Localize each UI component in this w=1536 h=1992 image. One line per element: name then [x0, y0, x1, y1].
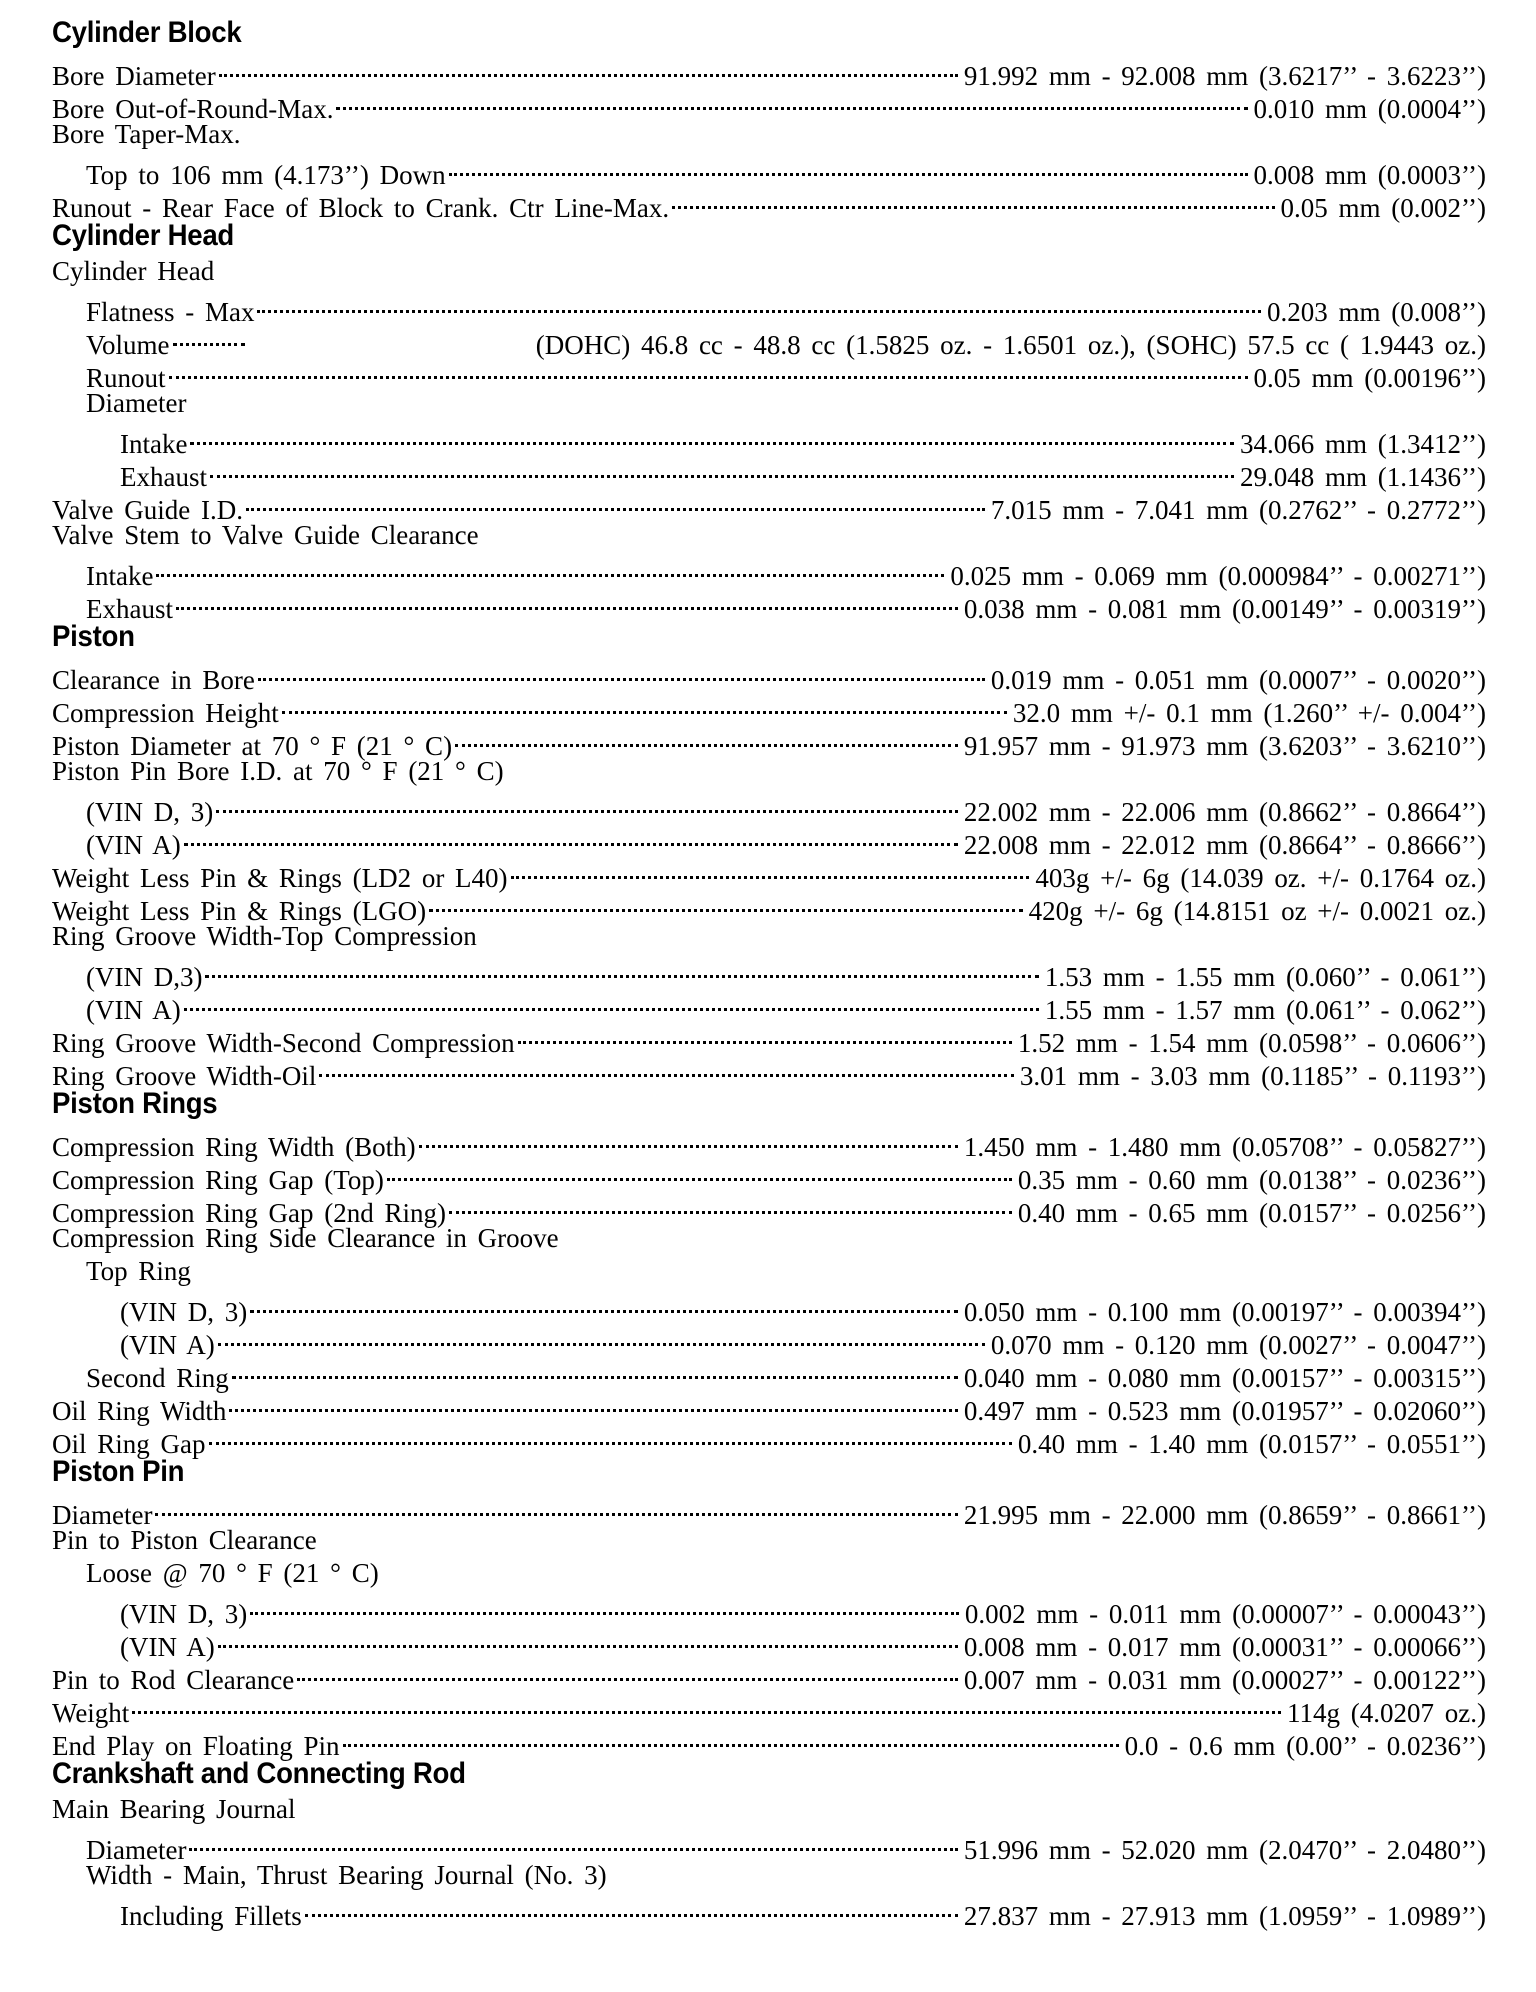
spec-row: [52, 656, 1486, 695]
spec-subheading: [52, 1793, 1486, 1826]
spec-value: 114g (4.0207 oz.): [1287, 1698, 1486, 1728]
spec-label: Ring Groove Width-Top Compression: [52, 921, 477, 951]
spec-label: Loose @ 70 ° F (21 ° C): [86, 1558, 379, 1588]
dot-leader: [210, 453, 1234, 486]
spec-row: [52, 1590, 1486, 1629]
spec-value: (DOHC) 46.8 cc - 48.8 cc (1.5825 oz. - 1.6501 oz.), (SOHC) 57.5 cc ( 1.9443 oz.): [535, 330, 1486, 360]
dot-leader: [343, 1722, 1119, 1755]
dot-leader: [455, 722, 958, 755]
spec-label: Exhaust: [120, 462, 207, 492]
spec-row: [52, 1288, 1486, 1327]
spec-label: (VIN A): [86, 830, 181, 860]
spec-label: (VIN A): [120, 1330, 215, 1360]
spec-label: Bore Taper-Max.: [52, 119, 241, 149]
spec-value: 403g +/- 6g (14.039 oz. +/- 0.1764 oz.): [1035, 863, 1486, 893]
dot-leader: [297, 1656, 958, 1689]
dot-leader: [132, 1689, 1281, 1722]
spec-value: 21.995 mm - 22.000 mm (0.8659’’ - 0.8661’’): [963, 1500, 1486, 1530]
spec-row: [52, 1892, 1486, 1931]
spec-label: Compression Ring Gap (Top): [52, 1165, 384, 1195]
spec-value: 91.957 mm - 91.973 mm (3.6203’’ - 3.6210’’): [963, 731, 1486, 761]
spec-row: [52, 1689, 1486, 1728]
spec-label: Intake: [86, 561, 154, 591]
spec-value: 0.40 mm - 0.65 mm (0.0157’’ - 0.0256’’): [1017, 1198, 1486, 1228]
spec-value: 0.203 mm (0.008’’): [1267, 297, 1486, 327]
spec-label: (VIN A): [86, 995, 181, 1025]
spec-row: [52, 1826, 1486, 1865]
dot-leader: [672, 184, 1274, 217]
spec-section: [52, 618, 1486, 1091]
dot-leader: [282, 689, 1007, 722]
dot-leader: [205, 953, 1038, 986]
spec-label: Oil Ring Gap: [52, 1429, 206, 1459]
spec-row: [52, 552, 1486, 591]
spec-label: Compression Ring Side Clearance in Groove: [52, 1223, 559, 1253]
spec-value: 0.05 mm (0.002’’): [1280, 193, 1486, 223]
spec-value: 3.01 mm - 3.03 mm (0.1185’’ - 0.1193’’): [1019, 1061, 1486, 1091]
dot-leader: [449, 151, 1248, 184]
dot-leader: [229, 1387, 957, 1420]
spec-value: 0.070 mm - 0.120 mm (0.0027’’ - 0.0047’’): [990, 1330, 1486, 1360]
spec-label: Diameter: [86, 1835, 187, 1865]
spec-value: 0.050 mm - 0.100 mm (0.00197’’ - 0.00394’’): [963, 1297, 1486, 1327]
dot-leader: [246, 486, 985, 519]
dot-leader: [184, 821, 958, 854]
dot-leader: [209, 1420, 1012, 1453]
spec-value: 0.35 mm - 0.60 mm (0.0138’’ - 0.0236’’): [1017, 1165, 1486, 1195]
section-heading: Cylinder Block: [52, 16, 242, 49]
spec-value: 1.53 mm - 1.55 mm (0.060’’ - 0.061’’): [1044, 962, 1486, 992]
spec-row: [52, 288, 1486, 327]
spec-label: Piston Pin Bore I.D. at 70 ° F (21 ° C): [52, 756, 504, 786]
spec-label: Flatness - Max: [86, 297, 255, 327]
spec-value: 0.0 - 0.6 mm (0.00’’ - 0.0236’’): [1124, 1731, 1486, 1761]
spec-value: 0.038 mm - 0.081 mm (0.00149’’ - 0.00319’’): [963, 594, 1486, 624]
spec-label: (VIN A): [120, 1632, 215, 1662]
spec-value: 1.52 mm - 1.54 mm (0.0598’’ - 0.0606’’): [1017, 1028, 1486, 1058]
dot-leader: [190, 420, 1234, 453]
spec-label: Compression Ring Width (Both): [52, 1132, 416, 1162]
spec-value: 1.450 mm - 1.480 mm (0.05708’’ - 0.05827’’): [963, 1132, 1486, 1162]
spec-label: Volume: [86, 330, 170, 360]
dot-leader: [156, 552, 944, 585]
spec-value: 0.40 mm - 1.40 mm (0.0157’’ - 0.0551’’): [1017, 1429, 1486, 1459]
spec-value: 91.992 mm - 92.008 mm (3.6217’’ - 3.6223’’): [963, 61, 1486, 91]
spec-value: 0.007 mm - 0.031 mm (0.00027’’ - 0.00122’’): [963, 1665, 1486, 1695]
spec-label: Weight Less Pin & Rings (LD2 or L40): [52, 863, 508, 893]
spec-value: 0.008 mm (0.0003’’): [1253, 160, 1486, 190]
spec-label: Including Fillets: [120, 1901, 302, 1931]
spec-value: 7.015 mm - 7.041 mm (0.2762’’ - 0.2772’’): [990, 495, 1486, 525]
dot-leader: [305, 1892, 958, 1925]
spec-label: Exhaust: [86, 594, 173, 624]
spec-label: Piston Diameter at 70 ° F (21 ° C): [52, 731, 453, 761]
spec-subheading: [52, 1255, 1486, 1288]
spec-label: Bore Out-of-Round-Max.: [52, 94, 334, 124]
spec-label: Top Ring: [86, 1256, 191, 1286]
spec-value: 34.066 mm (1.3412’’): [1240, 429, 1486, 459]
spec-section: [52, 1453, 1486, 1761]
spec-row: [52, 788, 1486, 827]
spec-label: (VIN D,3): [86, 962, 203, 992]
spec-label: Main Bearing Journal: [52, 1794, 296, 1824]
spec-label: (VIN D, 3): [120, 1599, 248, 1629]
dot-leader: [449, 1189, 1012, 1222]
spec-label: Weight: [52, 1698, 130, 1728]
spec-value: 420g +/- 6g (14.8151 oz +/- 0.0021 oz.): [1028, 896, 1486, 926]
dot-leader: [189, 1826, 957, 1859]
spec-section: [52, 217, 1486, 624]
spec-row: [52, 1491, 1486, 1530]
dot-leader: [257, 288, 1261, 321]
spec-value: 32.0 mm +/- 0.1 mm (1.260’’ +/- 0.004’’): [1012, 698, 1486, 728]
spec-value: 29.048 mm (1.1436’’): [1240, 462, 1486, 492]
spec-label: Diameter: [52, 1500, 153, 1530]
spec-label: Valve Stem to Valve Guide Clearance: [52, 520, 479, 550]
dot-leader: [218, 1321, 985, 1354]
spec-label: Cylinder Head: [52, 256, 215, 286]
dot-leader: [218, 1623, 958, 1656]
spec-label: Ring Groove Width-Second Compression: [52, 1028, 515, 1058]
spec-value: 0.497 mm - 0.523 mm (0.01957’’ - 0.02060’’): [963, 1396, 1486, 1426]
dot-leader: [511, 854, 1030, 887]
dot-leader: [518, 1019, 1012, 1052]
spec-value: 22.008 mm - 22.012 mm (0.8664’’ - 0.8666’’): [963, 830, 1486, 860]
spec-row: [52, 953, 1486, 992]
spec-label: Intake: [120, 429, 188, 459]
spec-label: Oil Ring Width: [52, 1396, 227, 1426]
dot-leader: [219, 52, 958, 85]
section-heading: Piston Rings: [52, 1087, 218, 1120]
spec-label: Top to 106 mm (4.173’’) Down: [86, 160, 446, 190]
spec-row: [52, 52, 1486, 91]
dot-leader: [173, 321, 245, 354]
spec-label: Pin to Rod Clearance: [52, 1665, 295, 1695]
spec-label: Runout: [86, 363, 166, 393]
spec-label: (VIN D, 3): [86, 797, 214, 827]
spec-value: 0.019 mm - 0.051 mm (0.0007’’ - 0.0020’’): [990, 665, 1486, 695]
spec-label: Runout - Rear Face of Block to Crank. Ctr Line-Max.: [52, 193, 670, 223]
spec-label: Second Ring: [86, 1363, 229, 1393]
spec-label: Clearance in Bore: [52, 665, 255, 695]
dot-leader: [258, 656, 985, 689]
section-heading: Piston Pin: [52, 1455, 185, 1488]
spec-value: 0.008 mm - 0.017 mm (0.00031’’ - 0.00066’’): [963, 1632, 1486, 1662]
dot-leader: [155, 1491, 957, 1524]
dot-leader: [387, 1156, 1012, 1189]
spec-label: Ring Groove Width-Oil: [52, 1061, 317, 1091]
dot-leader: [169, 354, 1248, 387]
dot-leader: [184, 986, 1039, 1019]
spec-label: Pin to Piston Clearance: [52, 1525, 317, 1555]
spec-value: 51.996 mm - 52.020 mm (2.0470’’ - 2.0480’’): [963, 1835, 1486, 1865]
spec-subheading: [52, 1557, 1486, 1590]
spec-value: 0.002 mm - 0.011 mm (0.00007’’ - 0.00043’’): [964, 1599, 1486, 1629]
spec-label: Width - Main, Thrust Bearing Journal (No. 3): [86, 1860, 607, 1890]
spec-row: [52, 1722, 1486, 1761]
spec-value: 22.002 mm - 22.006 mm (0.8662’’ - 0.8664’’): [963, 797, 1486, 827]
spec-row: [52, 420, 1486, 459]
spec-label: Diameter: [86, 388, 187, 418]
spec-label: End Play on Floating Pin: [52, 1731, 340, 1761]
spec-label: Valve Guide I.D.: [52, 495, 243, 525]
dot-leader: [232, 1354, 958, 1387]
section-heading: Crankshaft and Connecting Rod: [52, 1757, 466, 1790]
spec-subheading: [52, 255, 1486, 288]
dot-leader: [336, 85, 1247, 118]
spec-section: [52, 14, 1486, 223]
spec-value: 0.025 mm - 0.069 mm (0.000984’’ - 0.00271’’): [950, 561, 1486, 591]
section-heading: Piston: [52, 620, 135, 653]
dot-leader: [319, 1052, 1013, 1085]
spec-row: [52, 1123, 1486, 1162]
spec-section: [52, 1755, 1486, 1931]
spec-value: 0.040 mm - 0.080 mm (0.00157’’ - 0.00315’’): [963, 1363, 1486, 1393]
spec-sheet: [52, 14, 1486, 1931]
spec-value: 0.05 mm (0.00196’’): [1253, 363, 1486, 393]
spec-value: 1.55 mm - 1.57 mm (0.061’’ - 0.062’’): [1044, 995, 1486, 1025]
spec-label: (VIN D, 3): [120, 1297, 248, 1327]
section-heading: Cylinder Head: [52, 219, 235, 252]
spec-label: Compression Height: [52, 698, 279, 728]
spec-section: [52, 1085, 1486, 1459]
spec-value: 27.837 mm - 27.913 mm (1.0959’’ - 1.0989’’): [963, 1901, 1486, 1931]
dot-leader: [429, 887, 1023, 920]
dot-leader: [250, 1288, 958, 1321]
spec-value: 0.010 mm (0.0004’’): [1253, 94, 1486, 124]
dot-leader: [419, 1123, 958, 1156]
spec-row: [52, 151, 1486, 190]
dot-leader: [176, 585, 958, 618]
spec-label: Bore Diameter: [52, 61, 216, 91]
dot-leader: [216, 788, 958, 821]
spec-label: Compression Ring Gap (2nd Ring): [52, 1198, 446, 1228]
spec-label: Weight Less Pin & Rings (LGO): [52, 896, 427, 926]
dot-leader: [250, 1590, 959, 1623]
